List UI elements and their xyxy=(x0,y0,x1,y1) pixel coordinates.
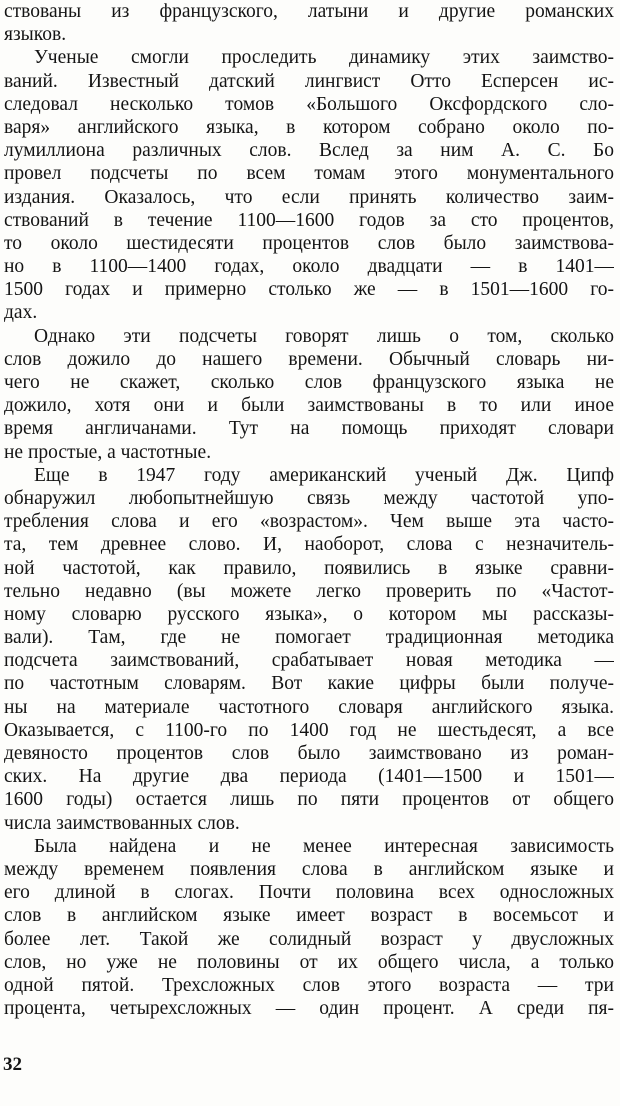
text-line: между временем появления слова в английском языке и xyxy=(4,858,614,880)
text-line: дожило, хотя они и были заимствованы в то или иное xyxy=(4,395,614,417)
text-line: ствований в течение 1100—1600 годов за сто процентов, xyxy=(4,209,614,231)
text-line: одной пятой. Трехсложных слов этого возраста — три xyxy=(4,974,614,996)
text-line: языков. xyxy=(4,24,67,46)
text-line: чего не скажет, сколько слов французского языка не xyxy=(4,372,614,393)
text-line: Оказывается, с 1100-го по 1400 год не шестьдесят, а все xyxy=(4,719,614,741)
text-line: числа заимствованных слов. xyxy=(4,812,240,834)
text-line: слов, но уже не половины от их общего числа, а только xyxy=(4,951,614,973)
text-line: провел подсчеты по всем томам этого монументального xyxy=(4,163,614,185)
text-line: лумиллиона различных слов. Вслед за ним А. С. Бо xyxy=(4,140,614,162)
text-line: слов дожило до нашего времени. Обычный словарь ни- xyxy=(4,348,614,370)
text-line: варя» английского языка, в котором собрано около по- xyxy=(4,116,614,138)
text-line: Еще в 1947 году американский ученый Дж. Ципф xyxy=(34,464,614,486)
text-line: ских. На другие два периода (1401—1500 и 1501— xyxy=(4,766,614,788)
text-line: подсчета заимствований, срабатывает новая методика — xyxy=(4,650,614,672)
text-line: его длиной в слогах. Почти половина всех односложных xyxy=(4,882,614,904)
text-line: требления слова и его «возрастом». Чем выше эта часто- xyxy=(4,511,614,533)
text-line: обнаружил любопытнейшую связь между частотой упо- xyxy=(4,487,614,509)
text-line: процента, четырехсложных — один процент. А среди пя- xyxy=(4,998,614,1020)
text-line: ной частотой, как правило, появились в языке сравни- xyxy=(4,557,614,579)
text-line: 1600 годы) остается лишь по пяти процентов от общего xyxy=(4,789,614,811)
text-line: время англичанами. Тут на помощь приходят словари xyxy=(4,418,614,440)
text-line: более лет. Такой же солидный возраст у двусложных xyxy=(4,928,614,950)
text-line: Однако эти подсчеты говорят лишь о том, сколько xyxy=(34,325,614,347)
text-line: следовал несколько томов «Большого Оксфордского сло- xyxy=(4,93,614,115)
text-line: та, тем древнее слово. И, наоборот, слова с незначитель- xyxy=(4,534,614,556)
text-line: ваний. Известный датский лингвист Отто Есперсен ис- xyxy=(4,70,614,92)
body-text xyxy=(4,0,614,1020)
text-line: 1500 годах и примерно столько же — в 1501—1600 го- xyxy=(4,279,614,301)
text-line: ному словарю русского языка», о котором мы рассказы- xyxy=(4,603,614,625)
text-line: девяносто процентов слов было заимствовано из роман- xyxy=(4,743,614,764)
text-line: тельно недавно (вы можете легко проверить по «Частот- xyxy=(4,580,614,602)
text-line: но в 1100—1400 годах, около двадцати — в 1401— xyxy=(4,256,614,278)
text-line: дах. xyxy=(4,302,38,324)
text-line: ны на материале частотного словаря английского языка. xyxy=(4,696,614,718)
text-line: не простые, а частотные. xyxy=(4,441,212,463)
text-line: то около шестидесяти процентов слов было заимствова- xyxy=(4,232,614,254)
text-line: по частотным словарям. Вот какие цифры были получе- xyxy=(4,673,614,695)
text-line: слов в английском языке имеет возраст в восемьсот и xyxy=(4,905,614,927)
text-line: Была найдена и не менее интересная зависимость xyxy=(34,835,614,857)
text-line: Ученые смогли проследить динамику этих заимство- xyxy=(34,47,614,69)
text-line: ствованы из французского, латыни и другие романских xyxy=(4,1,614,22)
page-number: 32 xyxy=(3,1054,22,1075)
text-line: издания. Оказалось, что если принять количество заим- xyxy=(4,186,614,208)
text-line: вали). Там, где не помогает традиционная методика xyxy=(4,627,614,649)
